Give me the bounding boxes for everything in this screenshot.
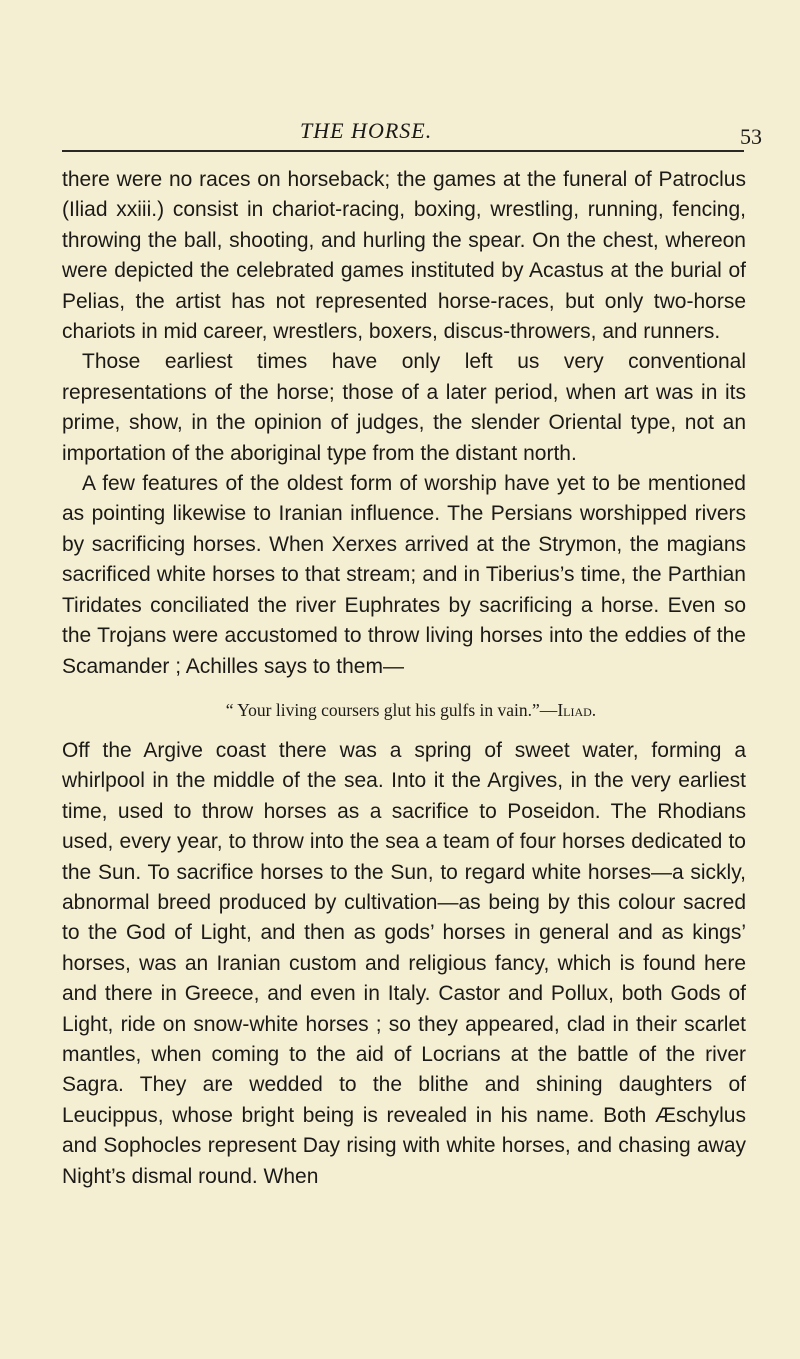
quotation-text: “ Your living coursers glut his gulfs in vain.”—	[225, 699, 558, 720]
paragraph-4: Off the Argive coast there was a spring of sweet water, forming a whirlpool in the middle of the sea. Into it the Argives, in the very earliest time, used to throw horses as a sacrifice to Poseidon. The Rhodians used, every year, to throw into the sea a team of four horses dedicated to the Sun. To sacrifice horses to the Sun, to regard white horses—a sickly, abnormal breed produced by cultivation—as being by this colour sacred to the God of Light, and then as gods’ horses in general and as kings’ horses, was an Iranian custom and religious fancy, which is found here and there in Greece, and even in Italy. Castor and Pollux, both Gods of Light, ride on snow-white horses ; so they appeared, clad in their scarlet mantles, when coming to the aid of Locrians at the battle of the river Sagra. They are wedded to the blithe and shining daughters of Leucippus, whose bright being is revealed in his name. Both Æschylus and Sophocles represent Day rising with white horses, and chasing away Night’s dismal round. When	[62, 738, 746, 1188]
quotation-source: Iliad.	[557, 699, 597, 720]
running-title: THE HORSE.	[300, 118, 433, 143]
body-text	[62, 165, 746, 1192]
iliad-quotation	[62, 698, 746, 722]
paragraph-3: A few features of the oldest form of worship have yet to be mentioned as pointing likewise to Iranian influence. The Persians worshipped rivers by sacrificing horses. When Xerxes arrived at the Strymon, the magians sacrificed white horses to that stream; and in Tiberius’s time, the Parthian Tiridates conciliated the river Euphrates by sacrificing a horse. Even so the Trojans were accustomed to throw living horses into the eddies of the Scamander ; Achilles says to them—	[62, 472, 746, 678]
page-number: 53	[740, 124, 762, 149]
header-rule	[62, 150, 744, 152]
paragraph-1: there were no races on horseback; the games at the funeral of Patroclus (Iliad xxiii.) consist in chariot-racing, boxing, wrestling, running, fencing, throwing the ball, shooting, and hurling the spear. On the chest, whereon were depicted the celebrated games instituted by Acastus at the burial of Pelias, the artist has not represented horse-races, but only two-horse chariots in mid career, wrestlers, boxers, discus-throwers, and runners.	[62, 168, 746, 344]
paragraph-2: Those earliest times have only left us very conventional representations of the horse; those of a later period, when art was in its prime, show, in the opinion of judges, the slender Oriental type, not an importation of the aboriginal type from the distant north.	[62, 350, 746, 465]
